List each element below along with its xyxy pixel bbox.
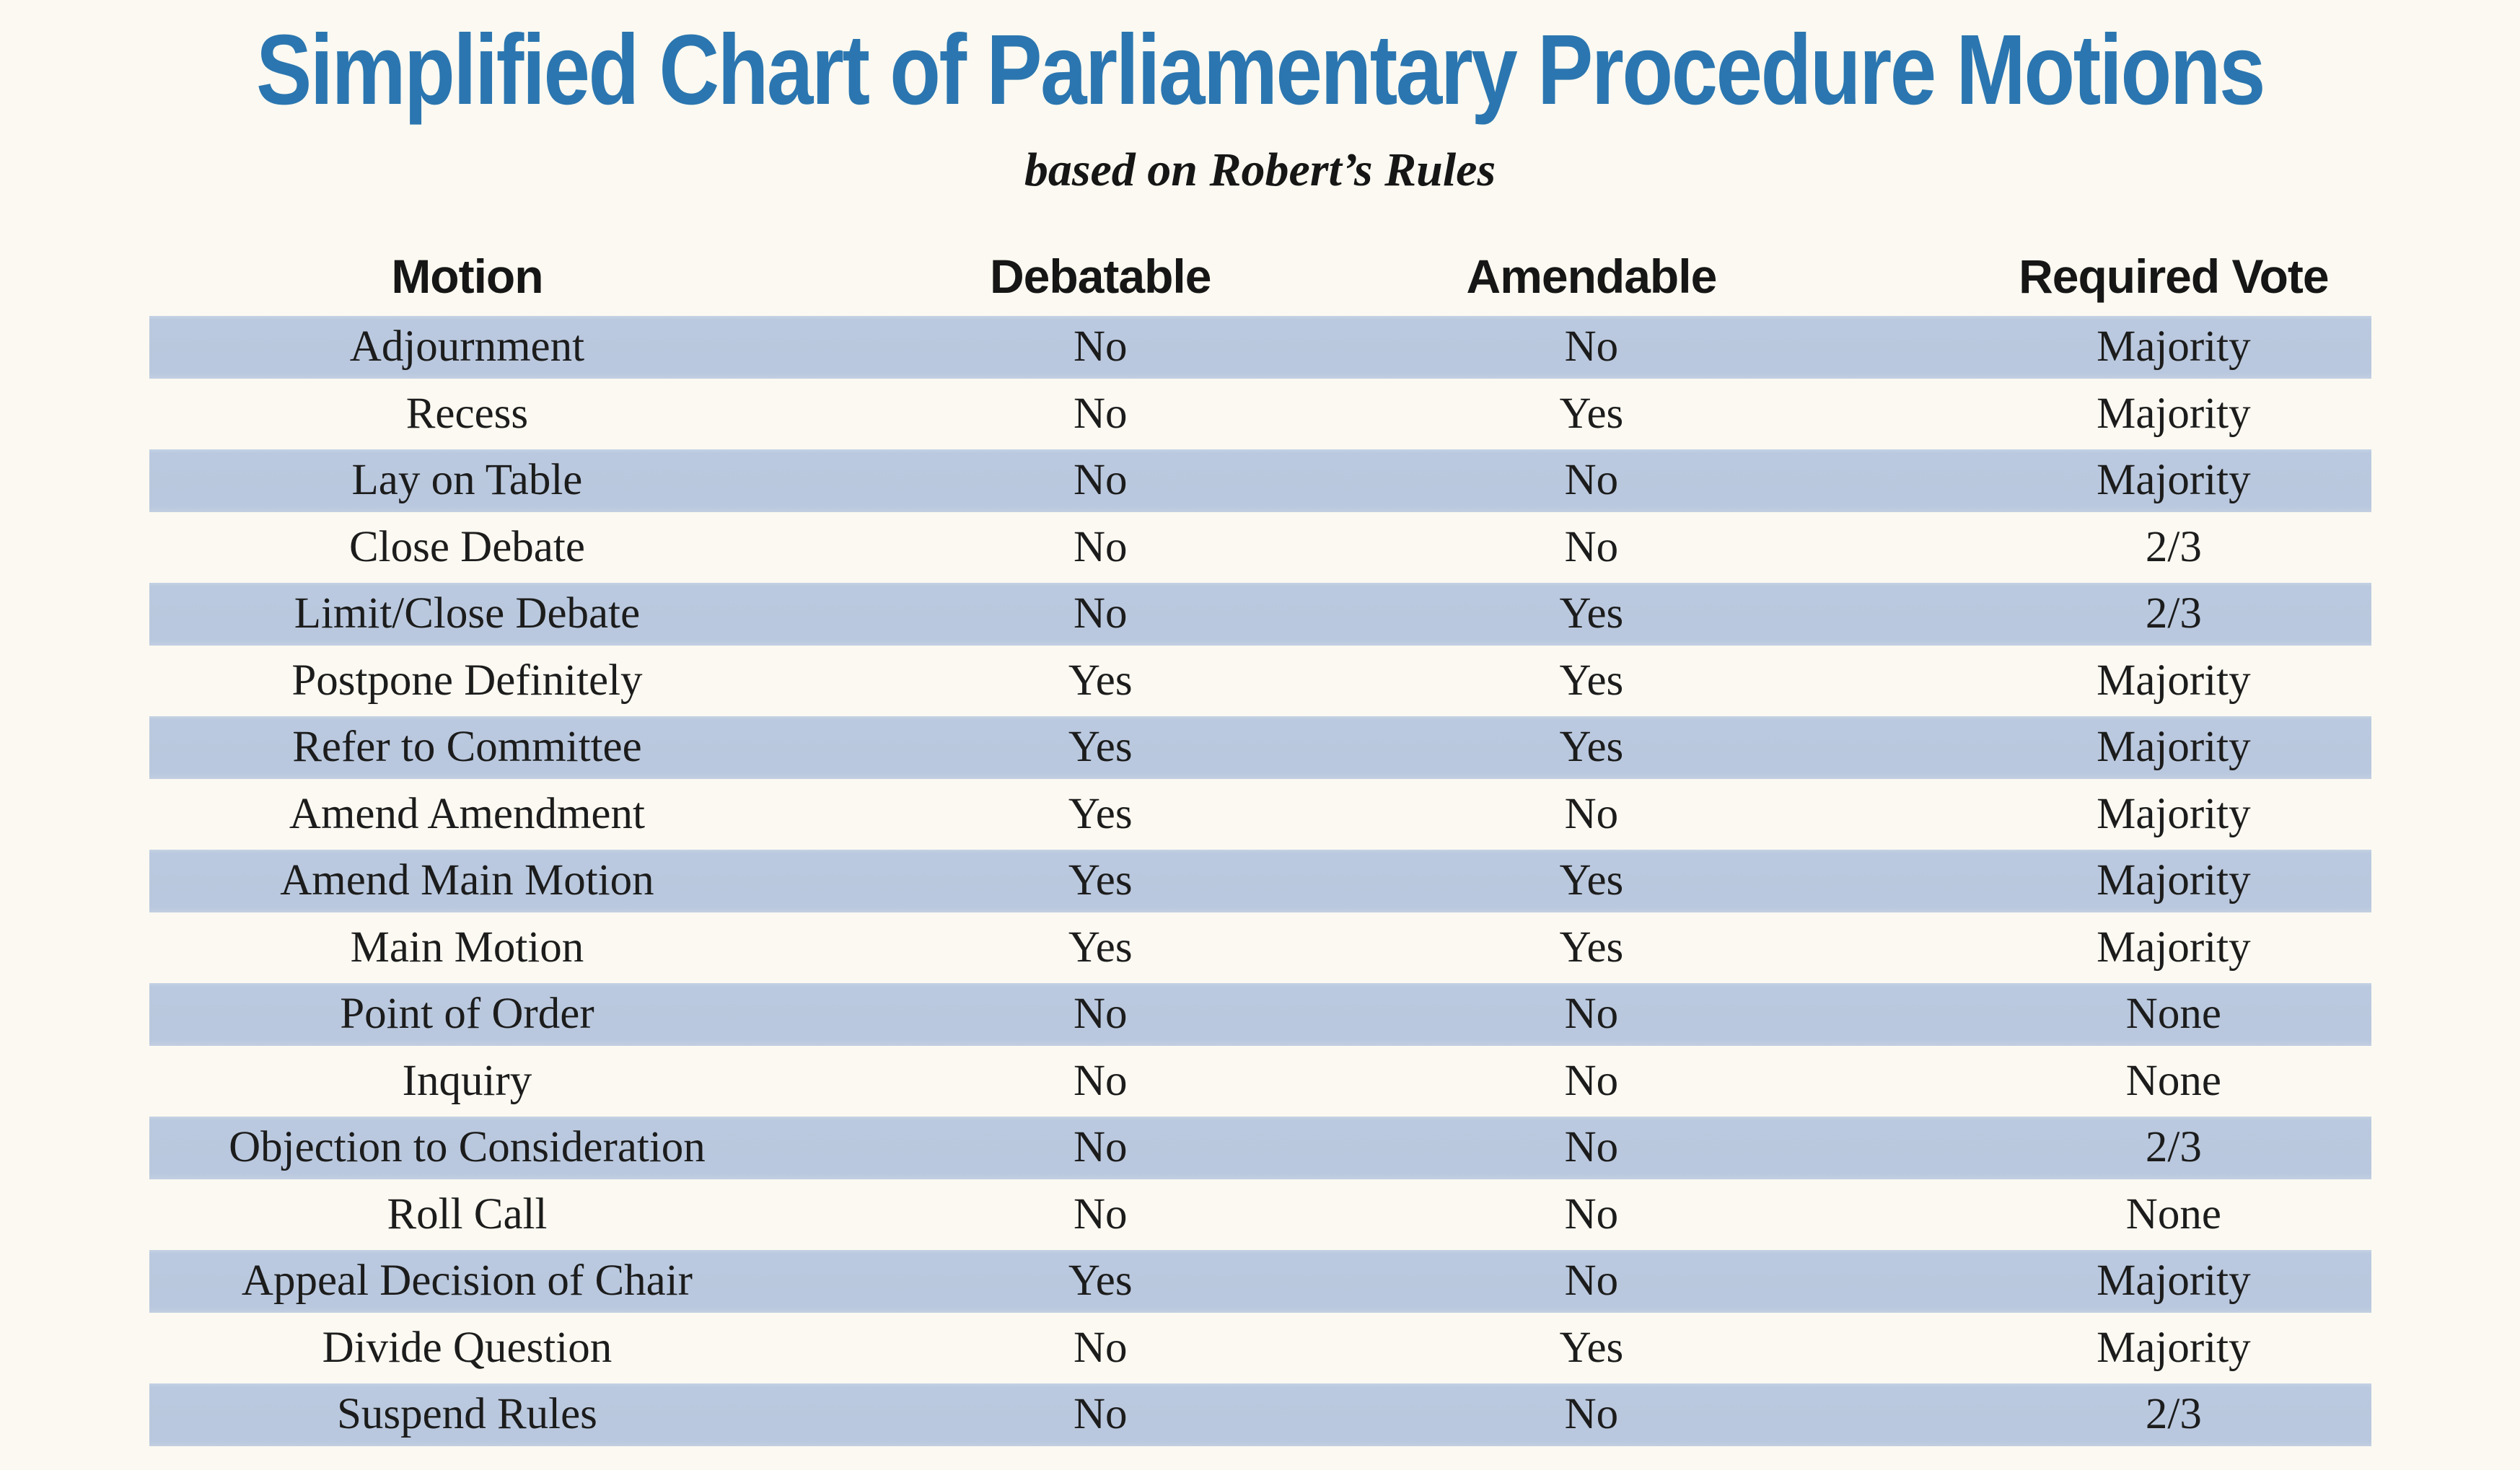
cell-amendable: No	[1564, 1189, 1619, 1238]
cell-required-vote: 2/3	[2145, 1390, 2202, 1439]
cell-amendable: Yes	[1559, 923, 1624, 972]
cell-required-vote: Majority	[2097, 789, 2251, 838]
cell-required-vote: Majority	[2097, 389, 2251, 438]
column-header-amendable: Amendable	[1466, 249, 1717, 303]
cell-debatable: No	[1073, 456, 1128, 505]
cell-amendable: No	[1564, 1056, 1619, 1105]
cell-required-vote: Majority	[2097, 923, 2251, 972]
cell-amendable: No	[1564, 522, 1619, 571]
cell-debatable: Yes	[1068, 1256, 1133, 1306]
cell-motion: Refer to Committee	[292, 723, 642, 772]
table-row	[149, 1048, 2371, 1115]
cell-debatable: Yes	[1068, 923, 1133, 972]
table-row	[149, 981, 2371, 1048]
cell-amendable: No	[1564, 322, 1619, 371]
cell-motion: Suspend Rules	[336, 1390, 597, 1439]
cell-motion: Point of Order	[340, 990, 594, 1039]
cell-debatable: No	[1073, 322, 1128, 371]
cell-required-vote: 2/3	[2145, 589, 2202, 638]
cell-amendable: Yes	[1559, 723, 1624, 772]
table-row	[149, 514, 2371, 581]
cell-motion: Recess	[405, 389, 529, 438]
table-row	[149, 581, 2371, 648]
cell-required-vote: Majority	[2097, 456, 2251, 505]
cell-amendable: No	[1564, 1256, 1619, 1306]
column-header-motion: Motion	[391, 249, 543, 303]
cell-amendable: Yes	[1559, 1323, 1624, 1372]
cell-debatable: No	[1073, 990, 1128, 1039]
table-row	[149, 1315, 2371, 1382]
table-row	[149, 915, 2371, 982]
table-row	[149, 714, 2371, 781]
cell-debatable: Yes	[1068, 723, 1133, 772]
cell-required-vote: Majority	[2097, 856, 2251, 905]
cell-required-vote: Majority	[2097, 322, 2251, 371]
cell-debatable: No	[1073, 1056, 1128, 1105]
cell-amendable: Yes	[1559, 656, 1624, 705]
cell-debatable: No	[1073, 389, 1128, 438]
cell-motion: Limit/Close Debate	[294, 589, 641, 638]
motions-table	[149, 238, 2371, 1448]
cell-motion: Objection to Consideration	[229, 1123, 706, 1172]
cell-debatable: No	[1073, 589, 1128, 638]
cell-motion: Inquiry	[402, 1056, 532, 1105]
cell-required-vote: Majority	[2097, 656, 2251, 705]
cell-motion: Adjournment	[349, 322, 585, 371]
table-row	[149, 1181, 2371, 1249]
cell-debatable: Yes	[1068, 656, 1133, 705]
cell-debatable: No	[1073, 1323, 1128, 1372]
cell-required-vote: None	[2125, 990, 2221, 1039]
cell-debatable: No	[1073, 1189, 1128, 1238]
table-header-row	[149, 238, 2371, 314]
cell-required-vote: None	[2125, 1189, 2221, 1238]
cell-motion: Lay on Table	[351, 456, 583, 505]
cell-required-vote: None	[2125, 1056, 2221, 1105]
cell-amendable: Yes	[1559, 856, 1624, 905]
column-header-required-vote: Required Vote	[2019, 249, 2329, 303]
cell-motion: Main Motion	[350, 923, 584, 972]
cell-motion: Roll Call	[387, 1189, 548, 1238]
cell-debatable: No	[1073, 1123, 1128, 1172]
cell-amendable: No	[1564, 789, 1619, 838]
cell-motion: Appeal Decision of Chair	[241, 1256, 693, 1306]
cell-required-vote: Majority	[2097, 723, 2251, 772]
cell-motion: Divide Question	[322, 1323, 613, 1372]
cell-debatable: No	[1073, 522, 1128, 571]
page-title: Simplified Chart of Parliamentary Procedure Motions	[256, 14, 2264, 126]
column-header-debatable: Debatable	[990, 249, 1211, 303]
cell-motion: Amend Amendment	[289, 789, 645, 838]
cell-amendable: No	[1564, 990, 1619, 1039]
cell-amendable: Yes	[1559, 389, 1624, 438]
cell-debatable: No	[1073, 1390, 1128, 1439]
page-subtitle: based on Robert’s Rules	[1024, 144, 1496, 196]
table-row	[149, 447, 2371, 514]
cell-debatable: Yes	[1068, 789, 1133, 838]
cell-required-vote: 2/3	[2145, 1123, 2202, 1172]
cell-motion: Postpone Definitely	[291, 656, 643, 705]
cell-amendable: No	[1564, 1390, 1619, 1439]
table-row	[149, 314, 2371, 381]
table-row	[149, 381, 2371, 448]
cell-required-vote: Majority	[2097, 1256, 2251, 1306]
cell-amendable: No	[1564, 1123, 1619, 1172]
table-row	[149, 781, 2371, 848]
table-row	[149, 848, 2371, 915]
cell-amendable: Yes	[1559, 589, 1624, 638]
cell-required-vote: Majority	[2097, 1323, 2251, 1372]
table-row	[149, 1381, 2371, 1448]
cell-required-vote: 2/3	[2145, 522, 2202, 571]
cell-motion: Amend Main Motion	[280, 856, 654, 905]
cell-debatable: Yes	[1068, 856, 1133, 905]
cell-motion: Close Debate	[348, 522, 585, 571]
table-row	[149, 648, 2371, 715]
table-body	[149, 314, 2371, 1448]
table-row	[149, 1114, 2371, 1181]
table-row	[149, 1248, 2371, 1315]
cell-amendable: No	[1564, 456, 1619, 505]
